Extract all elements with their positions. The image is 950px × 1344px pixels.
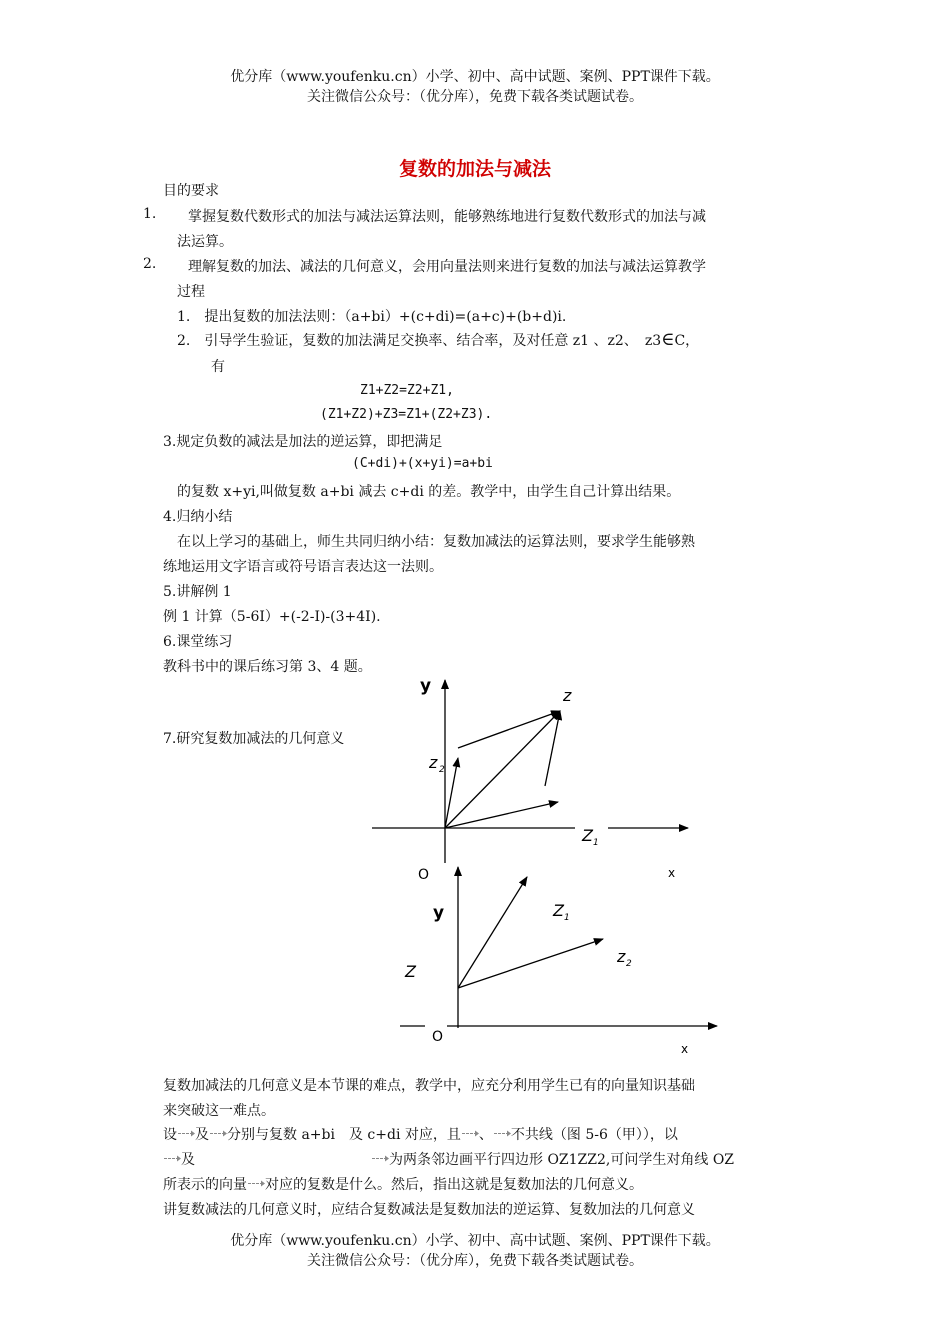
footer-line-1: 优分库（www.youfenku.cn）小学、初中、高中试题、案例、PPT课件下载。 xyxy=(230,1233,720,1249)
equation-subtraction: (C+di)+(x+yi)=a+bi xyxy=(352,456,493,471)
vector-oz1-icon xyxy=(177,1128,195,1142)
fig2-label-x: x xyxy=(681,1042,689,1056)
step-7: 7.研究复数加减法的几何意义 xyxy=(163,731,345,747)
step-3-cont: 的复数 x+yi,叫做复数 a+bi 减去 c+di 的差。教学中，由学生自己计算出结果。 xyxy=(177,484,681,500)
example-1: 例 1 计算（5-6I）+(-2-I)-(3+4I). xyxy=(163,609,381,625)
step-2-set: C， xyxy=(674,333,700,349)
para-2-text-i: 对应的复数是什么。然后，指出这就是复数加法的几何意义。 xyxy=(265,1177,643,1193)
fig1-label-z1: Z xyxy=(582,826,593,845)
fig1-vector-oz1 xyxy=(445,802,558,828)
step-1: 1. 提出复数的加法法则：（a+bi）+(c+di)=(a+c)+(b+d)i. xyxy=(177,309,567,325)
equation-associative: (Z1+Z2)+Z3=Z1+(Z2+Z3). xyxy=(320,407,493,422)
fig2-vector-z1 xyxy=(458,877,527,988)
step-6-text: 教科书中的课后练习第 3、4 题。 xyxy=(163,659,372,675)
fig2-vector-z2 xyxy=(458,939,603,988)
fig1-label-o: O xyxy=(418,867,430,883)
fig2-label-z1: Z xyxy=(553,901,564,920)
equation-commutative: Z1+Z2=Z2+Z1, xyxy=(360,383,454,398)
goal-2-text-cont: 过程 xyxy=(177,284,205,300)
para-1-line-1: 复数加减法的几何意义是本节课的难点，教学中，应充分利用学生已有的向量知识基础 xyxy=(163,1078,695,1094)
step-4-text: 在以上学习的基础上，师生共同归纳小结：复数加减法的运算法则，要求学生能够熟 xyxy=(177,534,695,550)
header-line-2: 关注微信公众号：（优分库），免费下载各类试题试卷。 xyxy=(307,89,643,105)
vector-oz2-icon xyxy=(493,1128,511,1142)
para-2-text-g: 为两条邻边画平行四边形 OZ1ZZ2,可问学生对角线 OZ xyxy=(389,1152,735,1168)
step-4-text-cont: 练地运用文字语言或符号语言表达这一法则。 xyxy=(163,559,443,575)
goals-heading: 目的要求 xyxy=(163,183,219,199)
para-2-text-b: 及 xyxy=(195,1127,209,1143)
figure-vector-subtraction xyxy=(395,855,725,1060)
goal-1-number: 1. xyxy=(143,206,157,222)
para-1-line-2: 来突破这一难点。 xyxy=(163,1103,275,1119)
vector-oz2-icon xyxy=(209,1128,227,1142)
step-4: 4.归纳小结 xyxy=(163,509,233,525)
goal-1-text: 掌握复数代数形式的加法与减法运算法则，能够熟练地进行复数代数形式的加法与减 xyxy=(188,209,706,225)
figure-vector-addition xyxy=(360,668,720,883)
page-title: 复数的加法与减法 xyxy=(398,158,551,180)
goal-2-number: 2. xyxy=(143,256,157,272)
para-3: 讲复数减法的几何意义时，应结合复数减法是复数加法的逆运算、复数加法的几何意义 xyxy=(163,1202,695,1218)
step-2-cont: 有 xyxy=(211,359,225,375)
fig1-label-z: z xyxy=(563,686,572,705)
element-of-symbol: ∈ xyxy=(661,329,675,350)
fig2-label-z2-sub: 2 xyxy=(626,959,632,969)
para-2-text-f: 及 xyxy=(181,1152,195,1168)
para-2-text-c: 分别与复数 a+bi 及 c+di 对应，且 xyxy=(227,1127,461,1143)
fig1-label-z2-sub: 2 xyxy=(439,765,445,775)
para-2-text-a: 设 xyxy=(163,1127,177,1143)
vector-oz-icon xyxy=(247,1178,265,1192)
fig1-vector-z1z xyxy=(545,711,560,786)
goal-1-text-cont: 法运算。 xyxy=(177,234,233,250)
fig1-label-y: y xyxy=(420,676,432,696)
fig2-label-z: Z xyxy=(405,962,416,981)
para-2-line-1 xyxy=(163,1124,678,1144)
fig1-vector-z2z xyxy=(458,711,560,748)
fig2-label-y: y xyxy=(433,903,445,923)
para-2-text-e: 不共线（图 5-6（甲）），以 xyxy=(510,1127,678,1143)
fig2-label-z1-sub: 1 xyxy=(564,913,570,923)
step-3: 3.规定负数的减法是加法的逆运算，即把满足 xyxy=(163,434,443,450)
fig2-label-o: O xyxy=(432,1029,444,1045)
goal-2-text: 理解复数的加法、减法的几何意义，会用向量法则来进行复数的加法与减法运算教学 xyxy=(188,259,706,275)
step-2 xyxy=(177,329,699,350)
vector-oz1-icon xyxy=(163,1153,181,1167)
header-line-1: 优分库（www.youfenku.cn）小学、初中、高中试题、案例、PPT课件下载。 xyxy=(230,69,720,85)
para-2-line-3 xyxy=(163,1174,643,1194)
step-5: 5.讲解例 1 xyxy=(163,584,232,600)
step-2-text: 2. 引导学生验证，复数的加法满足交换率、结合率，及对任意 z1 、z2、 z3 xyxy=(177,333,662,349)
fig1-label-z1-sub: 1 xyxy=(593,838,599,848)
para-2-text-h: 所表示的向量 xyxy=(163,1177,247,1193)
footer-line-2: 关注微信公众号：（优分库），免费下载各类试题试卷。 xyxy=(307,1253,643,1269)
fig1-label-x: x xyxy=(668,866,676,880)
vector-oz2-icon xyxy=(371,1153,389,1167)
step-6: 6.课堂练习 xyxy=(163,634,233,650)
para-2-text-d: 、 xyxy=(478,1127,493,1143)
fig1-vector-oz xyxy=(445,711,560,828)
vector-oz1-icon xyxy=(461,1128,479,1142)
para-2-line-2 xyxy=(163,1149,734,1169)
fig1-label-z2: z xyxy=(429,753,438,772)
fig2-label-z2: z xyxy=(617,947,626,966)
